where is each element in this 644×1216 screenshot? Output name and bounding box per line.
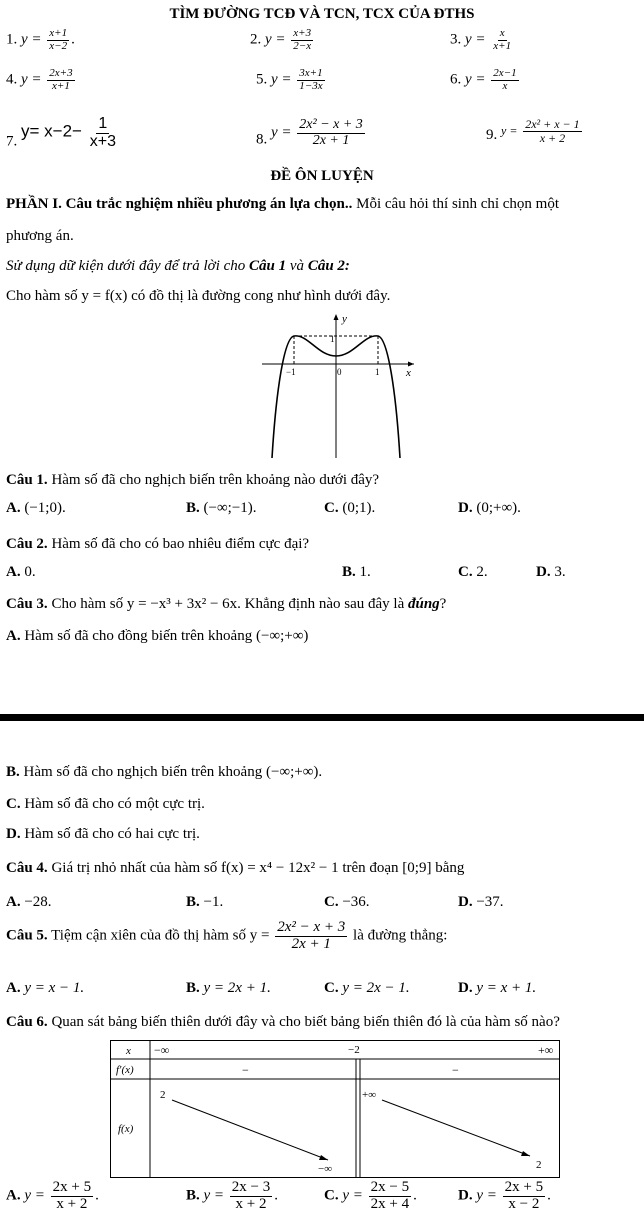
part1-line1	[6, 196, 559, 213]
question-5	[6, 920, 447, 953]
question-label: Câu 1.	[6, 472, 48, 488]
option-text: 0.	[24, 564, 36, 580]
exercise-7	[6, 116, 120, 151]
question-text: Tiệm cận xiên của đồ thị hàm số y =	[47, 927, 270, 944]
q4-option-c	[324, 894, 370, 911]
exercise-number: 7.	[6, 133, 18, 150]
q1-option-d	[458, 500, 521, 517]
option-label: A.	[6, 894, 21, 910]
use-data-text: Sử dụng dữ kiện dưới đây để trả lời cho	[6, 258, 250, 274]
option-label: B.	[186, 894, 200, 910]
option-lhs: y =	[342, 1187, 363, 1204]
option-label: A.	[6, 564, 21, 580]
exercise-lhs: y =	[465, 71, 486, 88]
intro-text: Cho hàm số y = f(x) có đồ thị là đường cong như hình dưới đây.	[6, 288, 391, 304]
option-text: y = x + 1.	[476, 980, 537, 996]
option-text: (−1;0).	[24, 500, 66, 516]
option-label: A.	[6, 980, 21, 996]
option-label: C.	[324, 980, 339, 996]
exercise-lhs: y =	[271, 124, 292, 141]
q2-option-a	[6, 564, 36, 581]
numerator: 2x−1	[493, 67, 517, 79]
tick-label-neg1: −1	[286, 367, 296, 377]
q6-option-c: C. y = $\frac{2x - 5}{2x + 4}$ .	[324, 1179, 417, 1212]
option-text: Hàm số đã cho có một cực trị.	[24, 796, 205, 812]
use-data-q2: Câu 2:	[307, 258, 350, 274]
numerator: 2x + 5	[52, 1179, 92, 1195]
question-text: Hàm số đã cho nghịch biến trên khoảng nào dưới đây?	[47, 472, 380, 488]
q5-option-a	[6, 980, 84, 997]
option-text: −28.	[24, 894, 52, 910]
exercise-number: 8.	[256, 131, 268, 148]
question-tail: là đường thẳng:	[349, 927, 448, 944]
part1-line2: phương án.	[6, 228, 74, 244]
sign-right: −	[452, 1063, 459, 1077]
q5-option-c	[324, 980, 410, 997]
fraction	[230, 1180, 272, 1213]
option-label: C.	[324, 894, 339, 910]
q6-option-d: D. y = $\frac{2x + 5}{x - 2}$ .	[458, 1179, 551, 1212]
right-top-value: +∞	[362, 1089, 377, 1101]
numerator: x+1	[49, 27, 68, 39]
option-text: Hàm số đã cho đồng biến trên khoảng (−∞;+∞)	[24, 628, 309, 644]
option-label: C.	[324, 500, 339, 516]
q2-option-d	[536, 564, 566, 581]
tick-label-y1: 1	[330, 334, 335, 344]
q3-option-a	[6, 628, 308, 645]
exercise-number: 1.	[6, 31, 18, 48]
denominator: 2x + 4	[370, 1195, 410, 1212]
denominator: x + 2	[539, 130, 566, 145]
option-label: B.	[186, 980, 200, 996]
arrowhead	[521, 1151, 530, 1156]
question-label: Câu 5.	[6, 927, 48, 944]
q6-option-a: A. y = $\frac{2x + 5}{x + 2}$ .	[6, 1179, 99, 1212]
exercise-number: 5.	[256, 71, 268, 88]
option-label: A.	[6, 1187, 21, 1204]
q4-option-d	[458, 894, 504, 911]
exercise-1	[6, 28, 75, 52]
sign-left: −	[242, 1063, 249, 1077]
exercise-number: 3.	[450, 31, 462, 48]
decreasing-arrow-left	[172, 1100, 328, 1160]
q3-option-d	[6, 826, 200, 843]
q4-option-a	[6, 894, 52, 911]
y-axis-arrow	[334, 314, 339, 320]
denominator: x	[502, 79, 508, 92]
exercise-2	[250, 28, 315, 52]
fraction	[275, 920, 347, 953]
numerator: x+3	[293, 27, 312, 39]
option-label: A.	[6, 500, 21, 516]
exercise-8	[256, 118, 367, 148]
fraction	[491, 68, 518, 92]
decreasing-arrow-right	[382, 1100, 530, 1156]
numerator: 2x+3	[49, 67, 73, 79]
tick-label-x1: 1	[375, 367, 380, 377]
exercise-number: 4.	[6, 71, 18, 88]
denominator: 2x + 1	[312, 132, 350, 148]
denominator: 1−3x	[299, 79, 323, 92]
arrowhead	[319, 1155, 328, 1160]
option-label: A.	[6, 628, 21, 644]
variation-table	[110, 1040, 560, 1178]
q5-option-b	[186, 980, 271, 997]
exercise-lhs: y =	[21, 71, 42, 88]
option-label: B.	[186, 1187, 200, 1204]
q1-option-a	[6, 500, 66, 517]
q1-option-c	[324, 500, 375, 517]
question-text: Giá trị nhỏ nhất của hàm số f(x) = x⁴ − 12x² − 1 trên đoạn [0;9] bằng	[47, 860, 465, 876]
question-label: Câu 4.	[6, 860, 48, 876]
exercise-lhs: y= x−2−	[21, 121, 82, 141]
fraction	[369, 1180, 411, 1213]
y-axis-label: y	[342, 313, 347, 325]
numerator: 2x² − x + 3	[299, 117, 363, 132]
numerator: 3x+1	[299, 67, 323, 79]
numerator: 1	[98, 115, 108, 132]
denominator: x − 2	[508, 1195, 540, 1212]
fraction	[291, 28, 313, 52]
option-label: D.	[458, 894, 473, 910]
row-label-x: x	[126, 1045, 131, 1057]
use-data-and: và	[286, 258, 308, 274]
numerator: 2x + 5	[504, 1179, 544, 1195]
exercise-number: 9.	[486, 127, 498, 144]
denominator: x+3	[89, 132, 116, 150]
option-text: Hàm số đã cho có hai cực trị.	[24, 826, 200, 842]
option-label: D.	[458, 1187, 473, 1204]
fraction	[523, 118, 581, 144]
option-lhs: y =	[24, 1187, 45, 1204]
row-label-f: f(x)	[118, 1123, 134, 1135]
exercise-lhs: y =	[501, 123, 518, 138]
option-text: (−∞;−1).	[203, 500, 257, 516]
exercise-5	[256, 68, 327, 92]
page-heading: TÌM ĐƯỜNG TCĐ VÀ TCN, TCX CỦA ĐTHS	[169, 6, 475, 22]
question-1	[6, 472, 379, 489]
option-text: −37.	[476, 894, 504, 910]
exercise-lhs: y =	[465, 31, 486, 48]
q4-option-b	[186, 894, 223, 911]
fraction	[47, 28, 69, 52]
x-axis-label: x	[406, 367, 411, 379]
exercise-6	[450, 68, 521, 92]
question-6	[6, 1014, 560, 1031]
question-emphasis: đúng	[407, 596, 440, 612]
review-title: ĐỀ ÔN LUYỆN	[270, 168, 374, 184]
numerator: 2x − 3	[231, 1179, 271, 1195]
numerator: 2x² + x − 1	[525, 117, 580, 131]
option-lhs: y =	[476, 1187, 497, 1204]
exercise-4	[6, 68, 77, 92]
left-bottom-value: −∞	[318, 1163, 333, 1175]
option-label: C.	[6, 796, 21, 812]
x-pos-infinity: +∞	[538, 1043, 554, 1057]
option-label: B.	[186, 500, 200, 516]
x-axis-arrow	[408, 362, 414, 367]
exercise-lhs: y =	[265, 31, 286, 48]
exercise-number: 6.	[450, 71, 462, 88]
denominator: 2x + 1	[291, 935, 331, 952]
left-top-value: 2	[160, 1089, 166, 1101]
part1-instruction: Mỗi câu hỏi thí sinh chỉ chọn một	[352, 196, 560, 212]
question-2	[6, 536, 309, 553]
page-break	[0, 714, 644, 721]
option-lhs: y =	[203, 1187, 225, 1204]
question-4	[6, 860, 464, 877]
part1-heading: PHẦN I. Câu trắc nghiệm nhiều phương án lựa chọn..	[6, 196, 353, 212]
fraction	[297, 68, 324, 92]
use-data-line	[6, 258, 350, 275]
option-text: (0;+∞).	[476, 500, 521, 516]
fraction	[51, 1180, 93, 1213]
option-label: D.	[6, 826, 21, 842]
q1-option-b	[186, 500, 257, 517]
numerator: 2x − 5	[370, 1179, 410, 1195]
question-text: Hàm số đã cho có bao nhiêu điểm cực đại?	[47, 536, 310, 552]
exercise-tail: .	[71, 31, 75, 48]
q6-option-b: B. y = $\frac{2x - 3}{x + 2}$ .	[186, 1179, 279, 1212]
option-label: B.	[6, 764, 20, 780]
fraction	[297, 118, 365, 148]
x-neg-infinity: −∞	[154, 1043, 170, 1057]
exercise-lhs: y =	[271, 71, 292, 88]
q5-option-d	[458, 980, 536, 997]
fraction	[88, 116, 118, 151]
q2-option-c	[458, 564, 488, 581]
q3-option-b	[6, 764, 322, 781]
option-text: 2.	[476, 564, 488, 580]
numerator: x	[499, 27, 505, 39]
denominator: x+1	[493, 39, 512, 52]
question-tail: ?	[439, 596, 447, 612]
right-bottom-value: 2	[536, 1159, 542, 1171]
question-text: Quan sát bảng biến thiên dưới đây và cho biết bảng biến thiên đó là của hàm số nào?	[47, 1014, 560, 1030]
fraction	[503, 1180, 545, 1213]
option-label: C.	[324, 1187, 339, 1204]
question-label: Câu 3.	[6, 596, 48, 612]
exercise-9	[486, 118, 584, 144]
fraction	[491, 28, 513, 52]
denominator: x + 2	[56, 1195, 88, 1212]
table-border	[111, 1041, 560, 1178]
function-graph	[258, 312, 418, 458]
question-3	[6, 596, 446, 613]
option-label: D.	[458, 500, 473, 516]
exercise-lhs: y =	[21, 31, 42, 48]
option-text: −1.	[203, 894, 224, 910]
option-label: C.	[458, 564, 473, 580]
q2-option-b	[342, 564, 371, 581]
x-critical-value: −2	[348, 1044, 360, 1056]
option-label: B.	[342, 564, 356, 580]
option-text: (0;1).	[342, 500, 376, 516]
question-label: Câu 6.	[6, 1014, 48, 1030]
option-text: Hàm số đã cho nghịch biến trên khoảng (−∞;+∞).	[23, 764, 323, 780]
question-text: Cho hàm số y = −x³ + 3x² − 6x. Khẳng định nào sau đây là	[47, 596, 408, 612]
option-text: −36.	[342, 894, 370, 910]
option-text: y = 2x − 1.	[342, 980, 410, 996]
denominator: x + 2	[235, 1195, 267, 1212]
option-text: y = 2x + 1.	[203, 980, 271, 996]
denominator: 2−x	[293, 39, 312, 52]
numerator: 2x² − x + 3	[277, 919, 346, 935]
tick-label-zero: 0	[337, 367, 342, 377]
fraction	[47, 68, 74, 92]
use-data-q1: Câu 1	[249, 258, 287, 274]
option-label: D.	[536, 564, 551, 580]
q3-option-c	[6, 796, 205, 813]
option-label: D.	[458, 980, 473, 996]
option-text: 3.	[554, 564, 566, 580]
question-label: Câu 2.	[6, 536, 48, 552]
denominator: x+1	[52, 79, 70, 92]
denominator: x−2	[49, 39, 68, 52]
exercise-3	[450, 28, 515, 52]
option-text: y = x − 1.	[24, 980, 85, 996]
exercise-number: 2.	[250, 31, 262, 48]
row-label-fprime: f′(x)	[116, 1064, 134, 1076]
option-text: 1.	[359, 564, 371, 580]
